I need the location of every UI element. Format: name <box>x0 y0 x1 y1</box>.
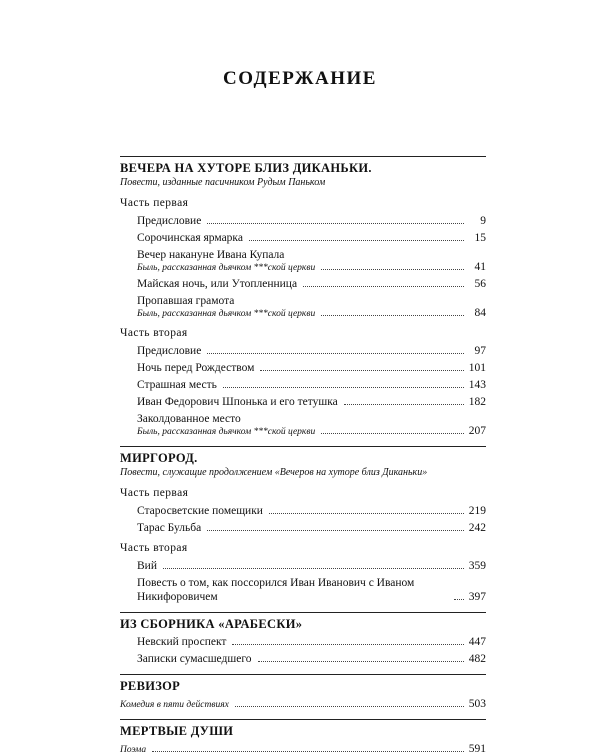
toc-entry-title: Вечер накануне Ивана Купала <box>137 249 285 261</box>
toc-entry <box>120 395 486 409</box>
toc-entry-text <box>137 294 315 320</box>
part-title: Часть вторая <box>120 327 188 339</box>
toc-entry-title: Предисловие <box>137 345 202 357</box>
toc-entry <box>120 635 486 649</box>
toc-section <box>120 719 486 756</box>
page-number: 101 <box>468 362 486 374</box>
dot-leader <box>269 513 464 514</box>
toc-entry <box>120 248 486 274</box>
page-number: 41 <box>474 261 486 273</box>
toc-section <box>120 156 486 438</box>
toc-entry-subtitle: Поэма <box>120 745 147 755</box>
toc-section <box>120 446 486 604</box>
toc-entry-title: Старосветские помещики <box>137 505 263 517</box>
dot-leader <box>235 706 464 707</box>
toc-entry-text <box>137 412 315 438</box>
dot-leader <box>321 433 464 434</box>
toc-entry-text <box>137 395 338 409</box>
toc-entry <box>120 231 486 245</box>
dot-leader <box>321 269 464 270</box>
toc-entry-text <box>137 248 315 274</box>
toc-entry-text <box>137 559 157 573</box>
toc-entry-title: Невский проспект <box>137 636 227 648</box>
dot-leader <box>223 387 464 388</box>
toc-entry-title: Тарас Бульба <box>137 522 202 534</box>
toc-entry-text <box>120 744 146 756</box>
dot-leader <box>344 404 464 405</box>
table-of-contents <box>120 156 486 756</box>
section-title: МЕРТВЫЕ ДУШИ <box>120 724 234 738</box>
part-title: Часть первая <box>120 487 189 499</box>
toc-entry-text <box>137 576 448 604</box>
toc-entry-title: Ночь перед Рождеством <box>137 362 255 374</box>
page-number: 15 <box>474 232 486 244</box>
section-title: ИЗ СБОРНИКА «АРАБЕСКИ» <box>120 617 303 631</box>
section-subtitle: Повести, изданные пасичником Рудым Паньком <box>120 177 326 188</box>
page-number: 9 <box>480 215 486 227</box>
toc-section <box>120 612 486 666</box>
part-title: Часть первая <box>120 197 189 209</box>
dot-leader <box>207 530 464 531</box>
toc-entry-subtitle: Комедия в пяти действиях <box>120 700 229 710</box>
page-number: 143 <box>468 379 486 391</box>
toc-entry-text <box>137 214 201 228</box>
dot-leader <box>232 644 464 645</box>
toc-entry-title: Записки сумасшедшего <box>137 653 252 665</box>
page-number: 182 <box>468 396 486 408</box>
toc-section <box>120 674 486 711</box>
toc-entry <box>120 697 486 711</box>
toc-entry <box>120 378 486 392</box>
page-number: 447 <box>468 636 486 648</box>
toc-entry-text <box>137 378 217 392</box>
page-number: 482 <box>468 653 486 665</box>
page-number: 242 <box>468 522 486 534</box>
dot-leader <box>303 286 464 287</box>
toc-entry-title: Пропавшая грамота <box>137 295 235 307</box>
dot-leader <box>163 568 464 569</box>
toc-entry-title: Заколдованное место <box>137 413 241 425</box>
dot-leader <box>454 599 464 600</box>
page-number: 56 <box>474 278 486 290</box>
toc-entry-title: Майская ночь, или Утопленница <box>137 278 298 290</box>
toc-entry-subtitle: Быль, рассказанная дьячком ***ской церкви <box>137 309 316 319</box>
page-number: 84 <box>474 307 486 319</box>
section-title: ВЕЧЕРА НА ХУТОРЕ БЛИЗ ДИКАНЬКИ. <box>120 161 372 175</box>
dot-leader <box>258 661 464 662</box>
section-title: РЕВИЗОР <box>120 679 181 693</box>
toc-entry-title: Повесть о том, как поссорился Иван Иванович с Иваном Никифоровичем <box>137 577 415 603</box>
toc-entry <box>120 742 486 756</box>
toc-entry-text <box>137 277 297 291</box>
toc-entry <box>120 361 486 375</box>
toc-entry <box>120 294 486 320</box>
toc-entry-text <box>137 635 226 649</box>
section-subtitle: Повести, служащие продолжением «Вечеров на хуторе близ Диканьки» <box>120 467 428 478</box>
toc-entry <box>120 576 486 604</box>
page-number: 219 <box>468 505 486 517</box>
dot-leader <box>152 751 464 752</box>
toc-entry-title: Страшная месть <box>137 379 217 391</box>
toc-entry <box>120 652 486 666</box>
toc-entry <box>120 214 486 228</box>
toc-entry-title: Сорочинская ярмарка <box>137 232 243 244</box>
toc-entry <box>120 504 486 518</box>
toc-entry-title: Вий <box>137 560 157 572</box>
toc-entry-text <box>137 504 263 518</box>
toc-entry-text <box>137 231 243 245</box>
toc-entry <box>120 412 486 438</box>
page-number: 503 <box>468 698 486 710</box>
page-title: СОДЕРЖАНИЕ <box>223 68 377 89</box>
dot-leader <box>207 353 464 354</box>
toc-entry-text <box>137 361 254 375</box>
dot-leader <box>207 223 464 224</box>
dot-leader <box>249 240 464 241</box>
toc-entry-title: Иван Федорович Шпонька и его тетушка <box>137 396 338 408</box>
dot-leader <box>260 370 464 371</box>
part-title: Часть вторая <box>120 542 188 554</box>
toc-entry-text <box>137 521 201 535</box>
toc-entry <box>120 521 486 535</box>
toc-entry-subtitle: Быль, рассказанная дьячком ***ской церкви <box>137 263 316 273</box>
page-number: 397 <box>468 591 486 603</box>
toc-entry-text <box>120 699 229 711</box>
page-number: 359 <box>468 560 486 572</box>
toc-entry-text <box>137 652 252 666</box>
page-number: 97 <box>474 345 486 357</box>
toc-entry-subtitle: Быль, рассказанная дьячком ***ской церкви <box>137 427 316 437</box>
toc-entry <box>120 277 486 291</box>
toc-entry-title: Предисловие <box>137 215 202 227</box>
dot-leader <box>321 315 464 316</box>
section-title: МИРГОРОД. <box>120 451 198 465</box>
page-number: 207 <box>468 425 486 437</box>
toc-entry <box>120 559 486 573</box>
page-number: 591 <box>468 743 486 755</box>
toc-entry <box>120 344 486 358</box>
toc-entry-text <box>137 344 201 358</box>
